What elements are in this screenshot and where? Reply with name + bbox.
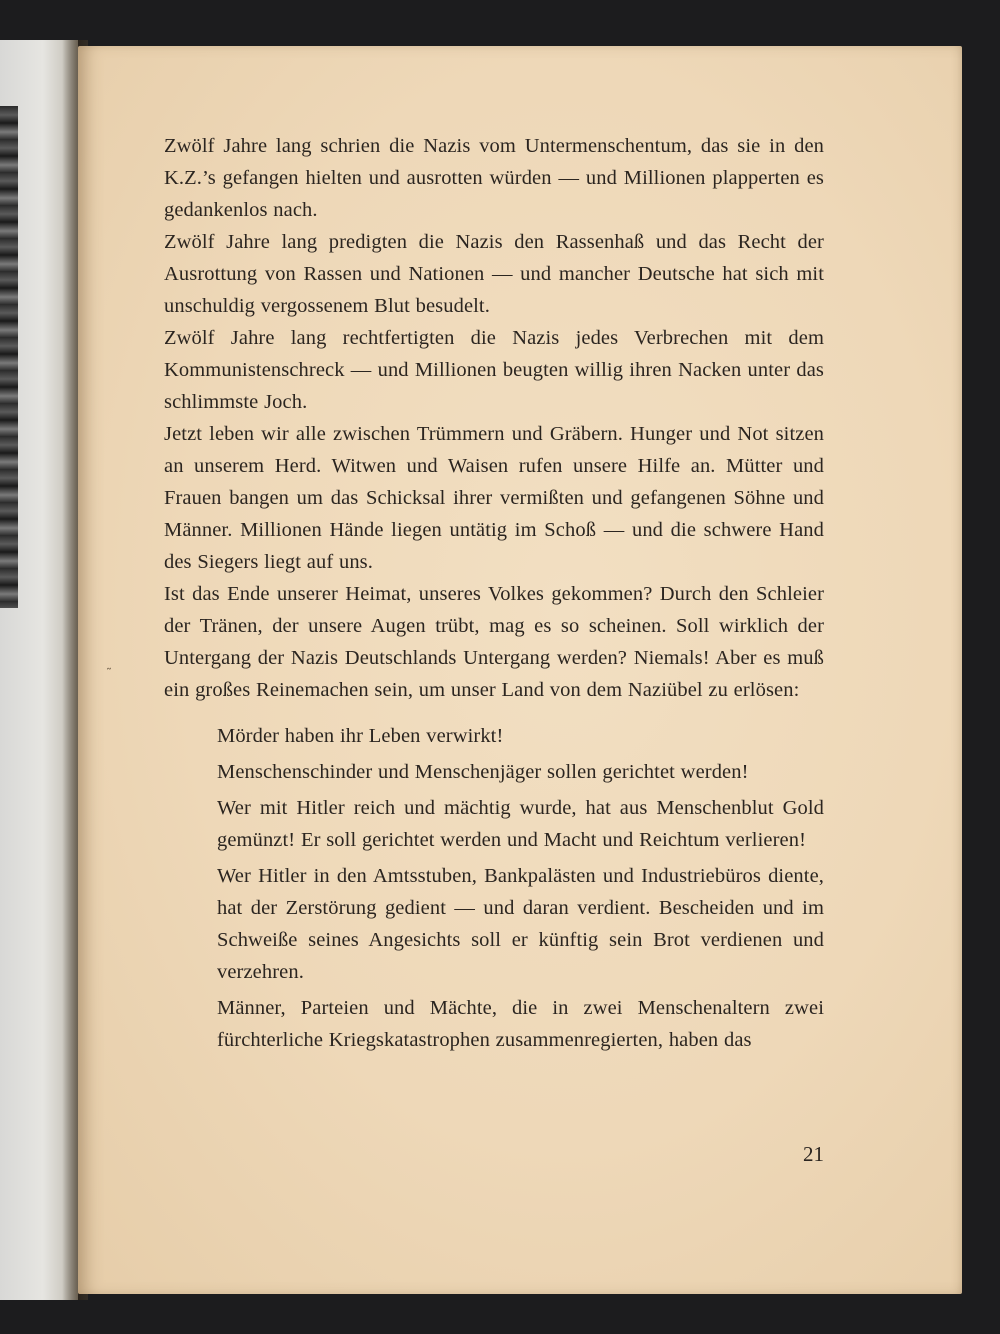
margin-mark: ˷ <box>106 656 112 670</box>
demands-list <box>217 720 824 1056</box>
demand-item: Menschenschinder und Menschenjäger sollen gerichtet werden! <box>217 761 749 783</box>
demand-item: Mörder haben ihr Leben verwirkt! <box>217 725 504 747</box>
previous-page-photo <box>0 106 18 608</box>
paragraph: Zwölf Jahre lang rechtfertigten die Nazis jedes Verbrechen mit dem Kommunistenschreck — und Millionen beugten willig ihren Nacken unter das schlimmste Joch. <box>164 327 824 413</box>
paragraph: Zwölf Jahre lang schrien die Nazis vom Untermenschentum, das sie in den K.Z.’s gefangen hielten und ausrotten würden — und Millionen plapperten es gedankenlos nach. <box>164 135 824 221</box>
book-page <box>78 46 962 1294</box>
demand-item: Männer, Parteien und Mächte, die in zwei Menschenaltern zwei fürchterliche Kriegskatastrophen zusammenregierten, haben das <box>217 997 824 1051</box>
page-number: 21 <box>803 1142 824 1166</box>
paragraph: Ist das Ende unserer Heimat, unseres Volkes gekommen? Durch den Schleier der Tränen, der unsere Augen trübt, mag es so scheinen. Soll wirklich der Untergang der Nazis Deutschlands Untergang werden? Niemals! Aber es muß ein großes Reinemachen sein, um unser Land von dem Naziübel zu erlösen: <box>164 583 824 701</box>
paragraph: Zwölf Jahre lang predigten die Nazis den Rassenhaß und das Recht der Ausrottung von Rassen und Nationen — und mancher Deutsche hat sich mit unschuldig vergossenem Blut besudelt. <box>164 231 824 317</box>
demand-item: Wer mit Hitler reich und mächtig wurde, hat aus Menschenblut Gold gemünzt! Er soll gerichtet werden und Macht und Reichtum verlieren! <box>217 797 824 851</box>
demand-item: Wer Hitler in den Amtsstuben, Bankpalästen und Industriebüros diente, hat der Zerstörung gedient — und daran verdient. Bescheiden und im Schweiße seines Angesichts soll er künftig sein Brot verdienen und verzehren. <box>217 865 824 983</box>
paragraph: Jetzt leben wir alle zwischen Trümmern und Gräbern. Hunger und Not sitzen an unserem Herd. Witwen und Waisen rufen unsere Hilfe an. Mütter und Frauen bangen um das Schicksal ihrer vermißten und gefangenen Söhne und Männer. Millionen Hände liegen untätig im Schoß — und die schwere Hand des Siegers liegt auf uns. <box>164 423 824 573</box>
page-body <box>164 130 824 1060</box>
